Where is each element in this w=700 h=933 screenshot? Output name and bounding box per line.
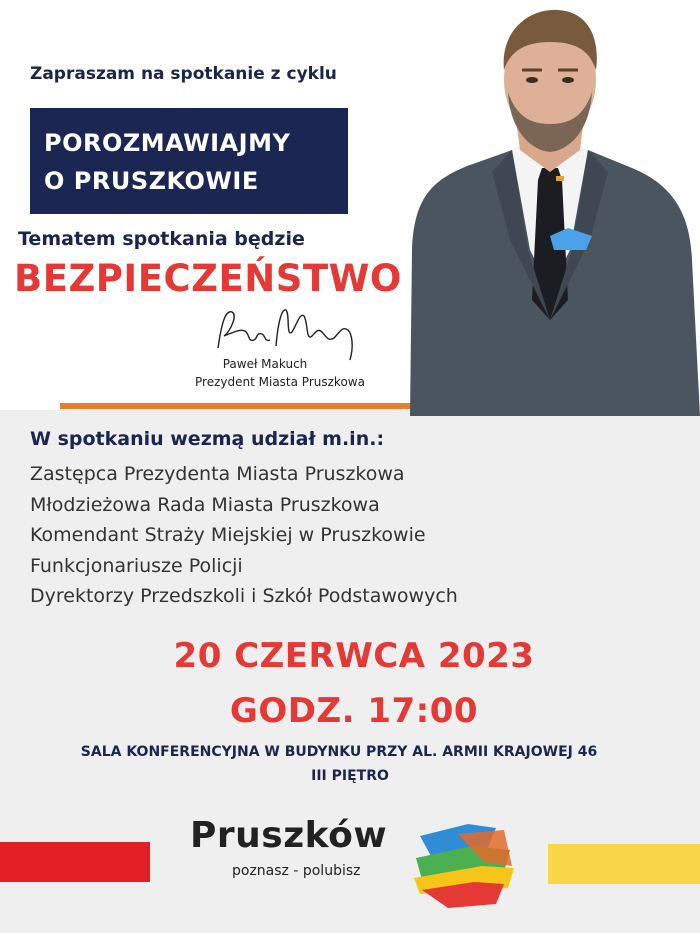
participant-item: Funkcjonariusze Policji [30,554,243,577]
participant-item: Komendant Straży Miejskiej w Pruszkowie [30,524,426,546]
series-title-box [30,108,348,214]
participants-heading: W spotkaniu wezmą udział m.in.: [30,428,385,450]
participant-item: Młodzieżowa Rada Miasta Pruszkowa [30,493,380,516]
yellow-accent-bar [548,844,700,884]
signatory-role: Prezydent Miasta Pruszkowa [195,375,365,389]
signatory-name: Paweł Makuch [222,357,308,371]
subject-title: BEZPIECZEŃSTWO [14,257,402,300]
series-title-line-2: O PRUSZKOWIE [44,167,259,195]
event-floor: III PIĘTRO [311,768,389,784]
brand-tagline: poznasz - polubisz [232,863,361,879]
event-venue: SALA KONFERENCYJNA W BUDYNKU PRZY AL. ARMII KRAJOWEJ 46 [80,744,598,760]
city-logo-icon [412,822,517,910]
invite-text: Zapraszam na spotkanie z cyklu [30,64,337,84]
signature-icon [212,302,362,362]
brand-name: Pruszków [190,815,388,856]
participants-list [30,459,458,612]
series-title-line-1: POROZMAWIAJMY [44,129,291,157]
participant-item: Zastępca Prezydenta Miasta Pruszkowa [30,463,405,485]
subject-label: Tematem spotkania będzie [18,228,305,250]
event-time: GODZ. 17:00 [229,691,479,731]
mayor-portrait-icon [400,0,700,416]
red-accent-bar [0,842,150,882]
event-date: 20 CZERWCA 2023 [173,636,535,676]
participant-item: Dyrektorzy Przedszkoli i Szkół Podstawowych [30,585,458,607]
